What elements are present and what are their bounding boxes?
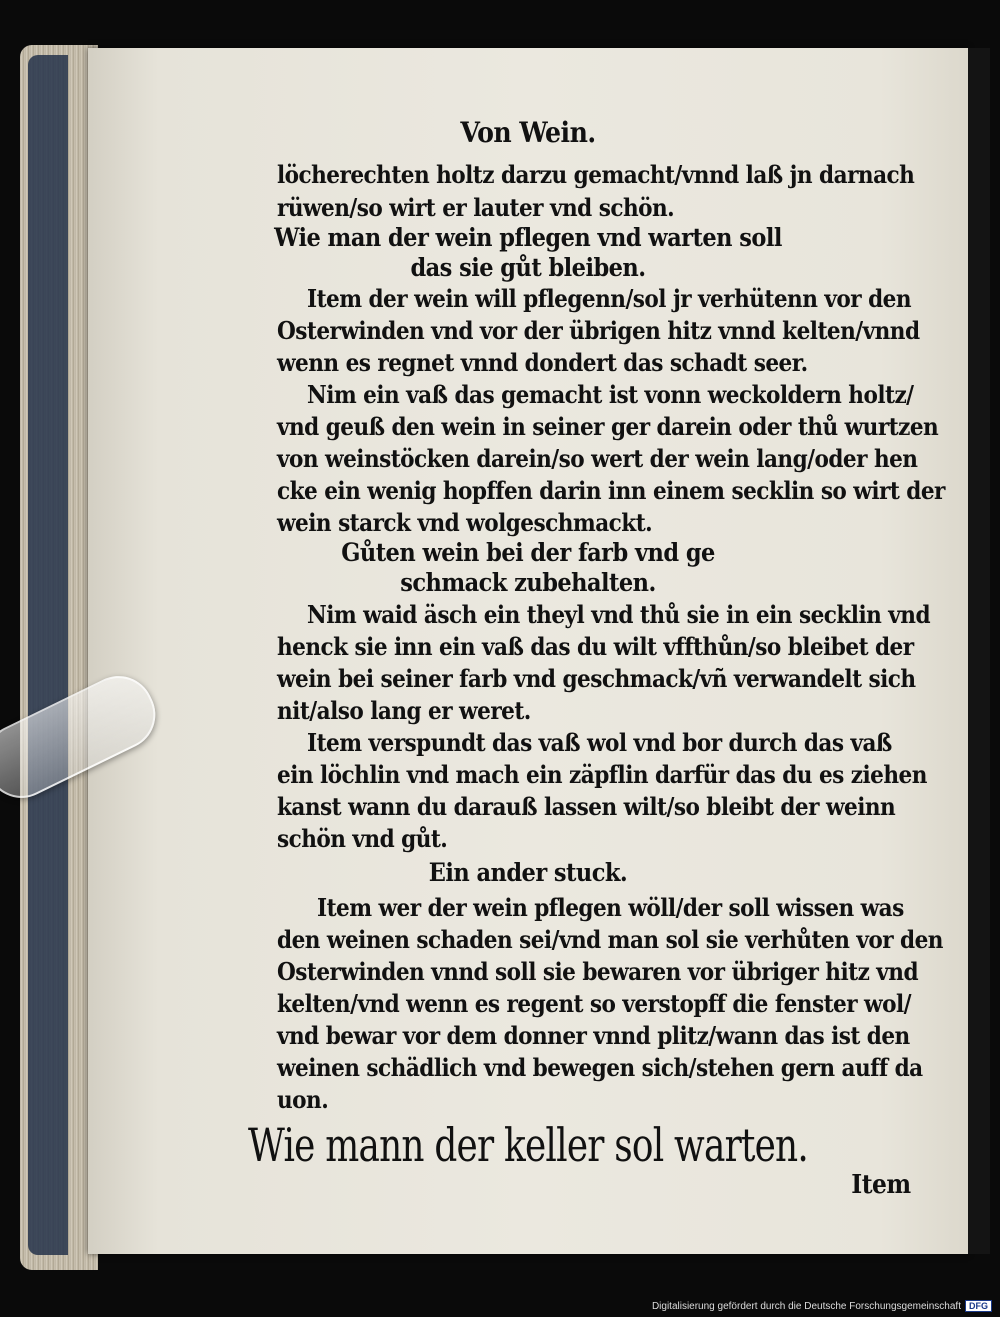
text-line: Item der wein will pflegenn/sol jr verhütenn vor den [307, 284, 911, 313]
text-line: vnd geuß den wein in seiner ger darein oder thů wurtzen [277, 412, 939, 441]
section-heading: Wie man der wein pflegen vnd warten soll [274, 223, 782, 252]
text-line: weinen schädlich vnd bewegen sich/stehen gern auff da [277, 1053, 923, 1082]
text-line: schön vnd gůt. [277, 824, 448, 853]
text-line: rüwen/so wirt er lauter vnd schön. [277, 193, 675, 222]
text-line: henck sie inn ein vaß das du wilt vffthůn/so bleibet der [277, 632, 914, 661]
book-page [88, 48, 968, 1254]
text-line: von weinstöcken darein/so wert der wein lang/oder hen [277, 444, 918, 473]
book-cover [28, 55, 68, 1255]
text-line: Item verspundt das vaß wol vnd bor durch das vaß [307, 728, 892, 757]
catchword: Item [851, 1170, 911, 1200]
text-line: ein löchlin vnd mach ein zäpflin darfür das du es ziehen [277, 760, 927, 789]
section-heading: Ein ander stuck. [428, 858, 628, 887]
text-line: Nim waid äsch ein theyl vnd thů sie in ein secklin vnd [307, 600, 931, 629]
dfg-logo: DFG [965, 1300, 992, 1312]
text-line: den weinen schaden sei/vnd man sol sie verhůten vor den [277, 925, 943, 954]
text-line: kelten/vnd wenn es regent so verstopff die fenster wol/ [277, 989, 911, 1018]
chapter-heading: Wie mann der keller sol warten. [247, 1118, 809, 1172]
text-line: wenn es regnet vnnd dondert das schadt seer. [277, 348, 808, 377]
section-heading: Gůten wein bei der farb vnd ge [341, 538, 715, 567]
text-line: Osterwinden vnd vor der übrigen hitz vnnd kelten/vnnd [277, 316, 920, 345]
text-line: vnd bewar vor dem donner vnnd plitz/wann das ist den [277, 1021, 910, 1050]
footer [652, 1300, 992, 1312]
section-heading: das sie gůt bleiben. [410, 253, 646, 282]
text-line: wein starck vnd wolgeschmackt. [277, 508, 653, 537]
running-head: Von Wein. [460, 116, 596, 149]
section-heading: schmack zubehalten. [400, 568, 656, 597]
text-line: Nim ein vaß das gemacht ist vonn weckoldern holtz/ [307, 380, 914, 409]
text-line: löcherechten holtz darzu gemacht/vnnd laß jn darnach [277, 160, 915, 189]
text-line: kanst wann du darauß lassen wilt/so bleibt der weinn [277, 792, 896, 821]
text-line: uon. [277, 1085, 329, 1114]
footer-credit: Digitalisierung gefördert durch die Deutsche Forschungsgemeinschaft [651, 1300, 961, 1312]
page-shadow-edge [968, 48, 990, 1254]
text-line: nit/also lang er weret. [277, 696, 531, 725]
text-line: wein bei seiner farb vnd geschmack/vñ verwandelt sich [277, 664, 916, 693]
text-line: Osterwinden vnnd soll sie bewaren vor übriger hitz vnd [277, 957, 919, 986]
text-line: cke ein wenig hopffen darin inn einem secklin so wirt der [277, 476, 945, 505]
text-line: Item wer der wein pflegen wöll/der soll wissen was [317, 893, 904, 922]
